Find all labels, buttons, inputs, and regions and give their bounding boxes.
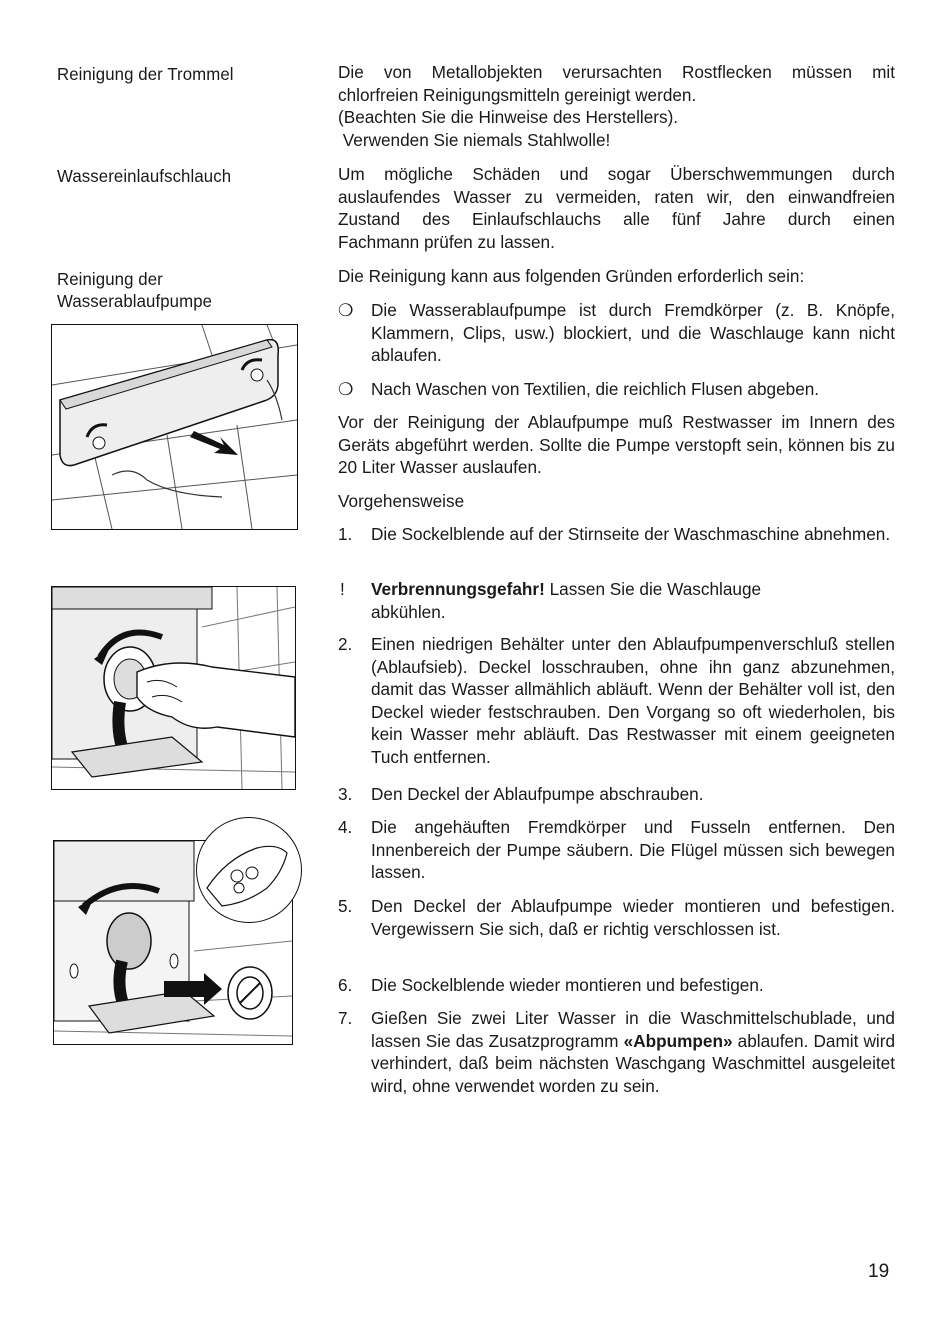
heading-drain-pump-line2: Wasserablaufpumpe [57,291,213,311]
drum-line-2: chlorfreien Reinigungsmitteln gereinigt werden. [338,84,697,105]
hose-line-4: Fachmann prüfen zu lassen. [338,231,555,252]
illustration-remove-filter [53,817,303,1045]
illustration-remove-base-panel [51,324,298,530]
warning-marker: ! [340,579,345,599]
warning-rest: Lassen Sie die Waschlauge [549,579,762,599]
procedure-title: Vorgehensweise [338,491,465,511]
step-number: 5. [338,896,353,916]
heading-inlet-hose: Wassereinlaufschlauch [57,166,232,186]
step7-before: Gießen Sie zwei Liter Wasser in die Waschmittelschublade, und lassen Sie das Zusatzprogramm [371,1008,895,1051]
heading-drain-pump [57,268,212,312]
hose-line-1: Um mögliche Schäden und sogar Überschwemmungen durch [338,164,895,184]
bullet-marker: ❍ [338,300,354,320]
warning-text [371,578,895,623]
drum-line-1: Die von Metallobjekten verursachten Rostflecken müssen mit [338,62,895,82]
step-text: Die Sockelblende auf der Stirnseite der Waschmaschine abnehmen. [371,524,891,544]
pump-intro: Die Reinigung kann aus folgenden Gründen erforderlich sein: [338,266,805,286]
drum-line-3: (Beachten Sie die Hinweise des Herstellers). [338,107,679,128]
drum-cleaning-text [338,61,895,151]
step-text: Die Sockelblende wieder montieren und befestigen. [371,975,764,995]
hose-line-2: auslaufendes Wasser zu vermeiden, raten wir, den einwandfreien [338,186,895,207]
step-number: 1. [338,524,353,544]
before-cleaning-text: Vor der Reinigung der Ablaufpumpe muß Restwasser im Innern des Geräts abgeführt werden. Sollte die Pumpe verstopft sein, können bis zu 20 Liter Wasser auslaufen. [338,412,895,478]
page-number: 19 [868,1261,890,1282]
heading-drain-pump-line1: Reinigung der [57,269,163,289]
step-text: Die angehäuften Fremdkörper und Fusseln entfernen. Den Innenbereich der Pumpe säubern. Die Flügel müssen sich bewegen lassen. [371,817,895,883]
step-number: 3. [338,784,353,804]
step-text [371,1007,895,1097]
step-number: 4. [338,817,353,837]
warning-strong: Verbrennungsgefahr! [371,579,545,599]
bullet-marker: ❍ [338,379,354,399]
step-number: 7. [338,1008,353,1028]
drum-line-4: Verwenden Sie niemals Stahlwolle! [338,129,611,150]
step-number: 2. [338,634,353,654]
step7-program-name: «Abpumpen» [623,1030,733,1051]
step7-after: ablaufen. Damit wird verhindert, daß beim nächsten Waschgang Waschmittel ausgeleitet wird, ohne verwendet worden zu sein. [371,1030,896,1096]
bullet-text: Nach Waschen von Textilien, die reichlich Flusen abgeben. [371,379,820,399]
step-text: Den Deckel der Ablaufpumpe abschrauben. [371,784,704,804]
filter-detail-inset [196,817,302,923]
inlet-hose-text [338,163,895,253]
step-text: Den Deckel der Ablaufpumpe wieder montieren und befestigen. Vergewissern Sie sich, daß er richtig verschlossen ist. [371,896,895,939]
illustration-unscrew-cover [51,586,296,790]
warning-line2: abkühlen. [371,601,446,622]
heading-drum-cleaning: Reinigung der Trommel [57,64,234,84]
step-number: 6. [338,975,353,995]
step-text: Einen niedrigen Behälter unter den Ablaufpumpenverschluß stellen (Ablaufsieb). Deckel losschrauben, ohne ihn ganz abzunehmen, damit das Wasser allmählich abläuft. Wenn der Behälter voll ist, den Deckel wieder festschrauben. Den Vorgang so oft wiederholen, bis kein Wasser mehr abläuft. Das Restwasser mit einem geeigneten Tuch entfernen. [371,634,895,767]
bullet-text: Die Wasserablaufpumpe ist durch Fremdkörper (z. B. Knöpfe, Klammern, Clips, usw.) blockiert, und die Waschlauge kann nicht ablaufen. [371,300,895,366]
hose-line-3: Zustand des Einlaufschlauchs alle fünf Jahre durch einen [338,209,895,230]
